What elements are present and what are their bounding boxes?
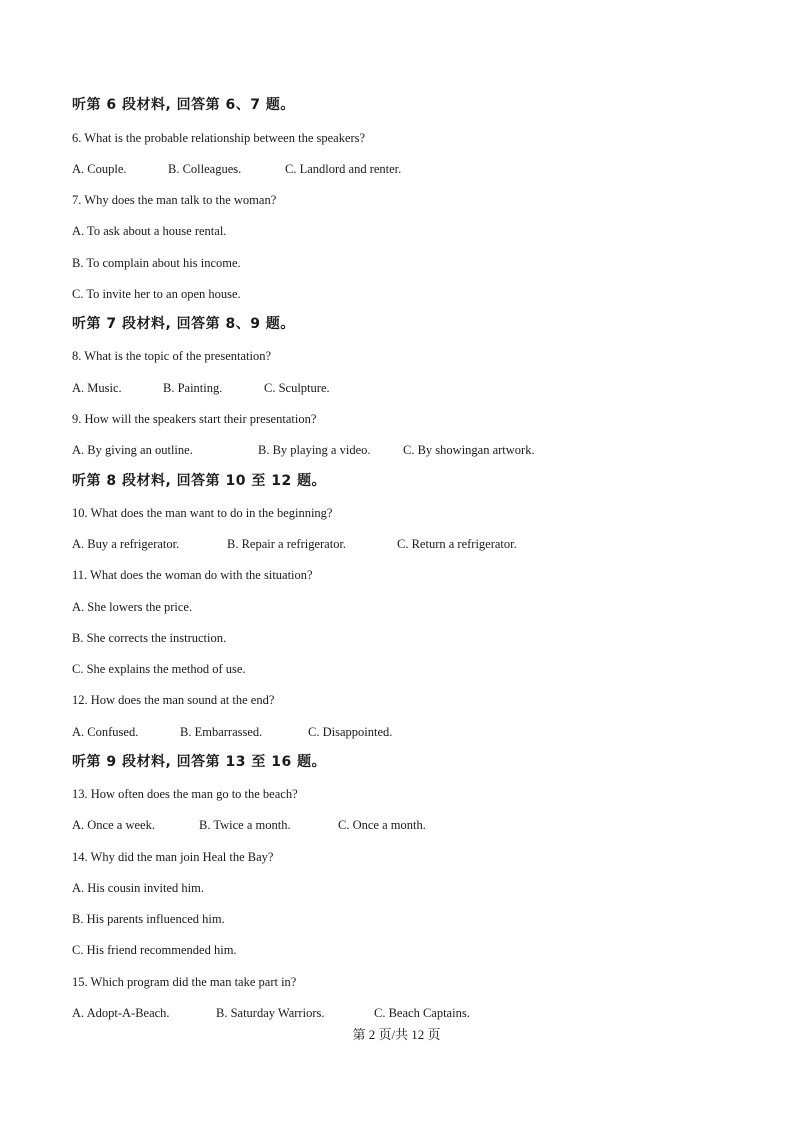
option-6c: C. Landlord and renter.	[285, 162, 402, 176]
option-10b: B. Repair a refrigerator.	[227, 537, 347, 551]
question-11: 11. What does the woman do with the situation?	[72, 568, 313, 582]
option-14a: A. His cousin invited him.	[72, 881, 204, 895]
option-8b: B. Painting.	[163, 381, 223, 395]
question-10: 10. What does the man want to do in the beginning?	[72, 506, 333, 520]
option-8c: C. Sculpture.	[264, 381, 330, 395]
options-row-13	[72, 817, 426, 833]
options-row-6	[72, 161, 401, 177]
option-15a: A. Adopt-A-Beach.	[72, 1006, 170, 1020]
option-7b: B. To complain about his income.	[72, 256, 241, 270]
section-heading-6: 听第 6 段材料, 回答第 6、7 题。	[72, 97, 295, 113]
option-9b: B. By playing a video.	[258, 443, 371, 457]
question-12: 12. How does the man sound at the end?	[72, 693, 275, 707]
option-11c: C. She explains the method of use.	[72, 662, 246, 676]
options-row-10	[72, 536, 517, 552]
option-14b: B. His parents influenced him.	[72, 912, 225, 926]
options-row-8	[72, 380, 330, 396]
option-9c: C. By showingan artwork.	[403, 443, 535, 457]
option-7a: A. To ask about a house rental.	[72, 224, 227, 238]
options-row-9	[72, 442, 535, 458]
option-12b: B. Embarrassed.	[180, 725, 263, 739]
option-15c: C. Beach Captains.	[374, 1006, 470, 1020]
option-8a: A. Music.	[72, 381, 122, 395]
option-6b: B. Colleagues.	[168, 162, 242, 176]
option-13a: A. Once a week.	[72, 818, 155, 832]
option-11a: A. She lowers the price.	[72, 600, 193, 614]
option-13c: C. Once a month.	[338, 818, 426, 832]
option-11b: B. She corrects the instruction.	[72, 631, 227, 645]
section-heading-9: 听第 9 段材料, 回答第 13 至 16 题。	[72, 754, 327, 770]
question-9: 9. How will the speakers start their presentation?	[72, 412, 317, 426]
question-7: 7. Why does the man talk to the woman?	[72, 193, 277, 207]
question-6: 6. What is the probable relationship between the speakers?	[72, 131, 366, 145]
option-10a: A. Buy a refrigerator.	[72, 537, 180, 551]
options-row-15	[72, 1005, 470, 1021]
option-14c: C. His friend recommended him.	[72, 943, 237, 957]
option-13b: B. Twice a month.	[199, 818, 291, 832]
question-13: 13. How often does the man go to the beach?	[72, 787, 298, 801]
option-7c: C. To invite her to an open house.	[72, 287, 241, 301]
option-9a: A. By giving an outline.	[72, 443, 193, 457]
options-row-12	[72, 724, 392, 740]
section-heading-7: 听第 7 段材料, 回答第 8、9 题。	[72, 316, 295, 332]
section-heading-8: 听第 8 段材料, 回答第 10 至 12 题。	[72, 473, 327, 489]
option-12c: C. Disappointed.	[308, 725, 393, 739]
option-12a: A. Confused.	[72, 725, 139, 739]
question-8: 8. What is the topic of the presentation?	[72, 349, 272, 363]
option-6a: A. Couple.	[72, 162, 127, 176]
question-14: 14. Why did the man join Heal the Bay?	[72, 850, 274, 864]
page-number: 第 2 页/共 12 页	[352, 1027, 441, 1042]
option-15b: B. Saturday Warriors.	[216, 1006, 325, 1020]
option-10c: C. Return a refrigerator.	[397, 537, 517, 551]
question-15: 15. Which program did the man take part in?	[72, 975, 297, 989]
